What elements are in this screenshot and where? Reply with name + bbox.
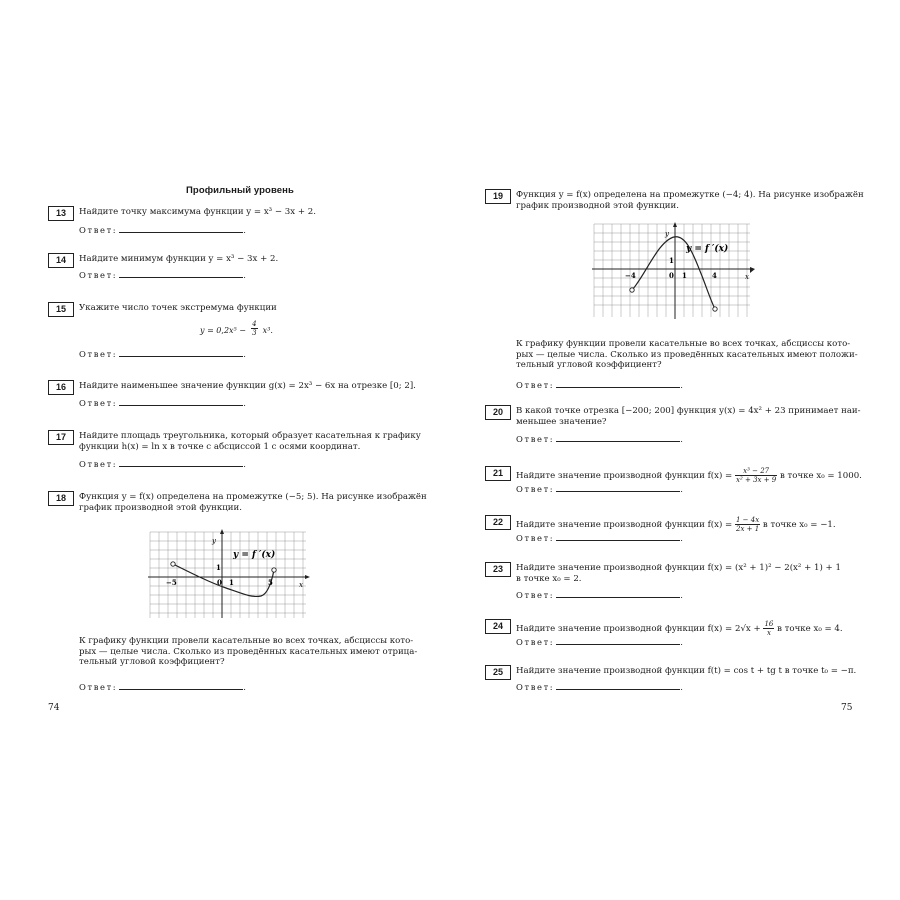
task-number: 16 bbox=[48, 380, 74, 395]
answer-label: Ответ: bbox=[516, 682, 555, 692]
answer-field[interactable] bbox=[556, 433, 680, 442]
answer-row: Ответ: . bbox=[79, 349, 246, 359]
tick-label-y-one: 1 bbox=[669, 256, 674, 265]
answer-field[interactable] bbox=[119, 458, 243, 467]
page-number: 75 bbox=[841, 703, 853, 713]
fraction: $\frac{1 - 4x}{2x + 1}$ bbox=[736, 516, 760, 533]
task-number: 24 bbox=[485, 619, 511, 634]
answer-label: Ответ: bbox=[516, 484, 555, 494]
answer-row: Ответ: . bbox=[79, 270, 246, 280]
task-text: Найдите значение производной функции f(x) = $\frac{\text{x³ − 27}}{\text{x² + 3x + 9}}$ в точке x₀ = 1000. bbox=[516, 467, 862, 484]
y-axis-arrow bbox=[220, 529, 224, 534]
answer-row: Ответ: . bbox=[516, 533, 683, 543]
answer-row: Ответ: . bbox=[516, 590, 683, 600]
answer-field[interactable] bbox=[556, 379, 680, 388]
task-number: 14 bbox=[48, 253, 74, 268]
task-text-after: К графику функции провели касательные во всех точках, абсциссы кото- рых — целые числа. Сколько из проведённых касательных имеют положи- тельный угловой коэффициент? bbox=[516, 339, 858, 370]
answer-label: Ответ: bbox=[79, 459, 118, 469]
task-number: 15 bbox=[48, 302, 74, 317]
answer-label: Ответ: bbox=[516, 590, 555, 600]
fraction: $\frac{\text{x³ − 27}}{\text{x² + 3x + 9}}$ bbox=[736, 467, 777, 484]
answer-field[interactable] bbox=[119, 224, 243, 233]
derivative-graph-19 bbox=[590, 221, 758, 321]
y-axis-label: y bbox=[212, 537, 216, 545]
answer-label: Ответ: bbox=[516, 637, 555, 647]
answer-field[interactable] bbox=[119, 348, 243, 357]
task-number: 25 bbox=[485, 665, 511, 680]
task-number: 19 bbox=[485, 189, 511, 204]
answer-row: Ответ: . bbox=[516, 637, 683, 647]
tick-label-one: 1 bbox=[682, 271, 687, 280]
answer-label: Ответ: bbox=[79, 225, 118, 235]
task-number: 17 bbox=[48, 430, 74, 445]
tick-label-zero: 0 bbox=[669, 271, 674, 280]
open-endpoint-left bbox=[171, 562, 175, 566]
right-page bbox=[450, 0, 900, 900]
task-text: Укажите число точек экстремума функции bbox=[79, 303, 277, 313]
answer-field[interactable] bbox=[119, 269, 243, 278]
answer-row: Ответ: . bbox=[79, 682, 246, 692]
derivative-curve bbox=[173, 564, 274, 596]
answer-row: Ответ: . bbox=[79, 459, 246, 469]
answer-label: Ответ: bbox=[79, 270, 118, 280]
x-axis-label: x bbox=[745, 273, 749, 281]
answer-row: Ответ: . bbox=[79, 225, 246, 235]
tick-label-y-one: 1 bbox=[216, 563, 221, 572]
answer-label: Ответ: bbox=[79, 349, 118, 359]
answer-label: Ответ: bbox=[516, 533, 555, 543]
tick-label-pos: 4 bbox=[712, 271, 717, 280]
task-text: Найдите значение производной функции f(x) = $\frac{1 - 4x}{2x + 1}$ в точке x₀ = −1. bbox=[516, 516, 836, 533]
task-text: В какой точке отрезка [−200; 200] функция y(x) = 4x² + 23 принимает наи- меньшее значение? bbox=[516, 406, 861, 427]
page-number: 74 bbox=[48, 703, 60, 713]
task-text: Найдите значение производной функции f(x) = (x² + 1)² − 2(x² + 1) + 1 в точке x₀ = 2. bbox=[516, 563, 841, 584]
answer-field[interactable] bbox=[556, 483, 680, 492]
answer-field[interactable] bbox=[119, 681, 243, 690]
answer-label: Ответ: bbox=[516, 434, 555, 444]
task-text: Функция y = f(x) определена на промежутке (−5; 5). На рисунке изображён график производной этой функции. bbox=[79, 492, 427, 513]
task-number: 22 bbox=[485, 515, 511, 530]
tick-label-one: 1 bbox=[229, 578, 234, 587]
formula: y = 0,2x⁵ − $\frac{4}{3}$ x³. bbox=[200, 320, 273, 337]
tick-label-neg: −5 bbox=[166, 578, 177, 587]
answer-row: Ответ: . bbox=[516, 434, 683, 444]
answer-row: Ответ: . bbox=[79, 398, 246, 408]
task-text: Найдите площадь треугольника, который образует касательная к графику функции h(x) = ln x в точке с абсциссой 1 с осями координат. bbox=[79, 431, 421, 452]
task-number: 21 bbox=[485, 466, 511, 481]
task-text: Найдите минимум функции y = x³ − 3x + 2. bbox=[79, 254, 279, 264]
task-text: Найдите значение производной функции f(t) = cos t + tg t в точке t₀ = −π. bbox=[516, 666, 857, 676]
task-text-after: К графику функции провели касательные во всех точках, абсциссы кото- рых — целые числа. Сколько из проведённых касательных имеют отрица- тельный угловой коэффициент? bbox=[79, 636, 418, 667]
task-text: Найдите наименьшее значение функции g(x) = 2x³ − 6x на отрезке [0; 2]. bbox=[79, 381, 416, 391]
open-endpoint-right bbox=[713, 307, 717, 311]
answer-row: Ответ: . bbox=[516, 682, 683, 692]
tick-label-neg: −4 bbox=[625, 271, 636, 280]
answer-field[interactable] bbox=[119, 397, 243, 406]
y-axis-arrow bbox=[673, 222, 677, 227]
task-text: Найдите точку максимума функции y = x³ − 3x + 2. bbox=[79, 207, 316, 217]
task-number: 20 bbox=[485, 405, 511, 420]
y-axis-label: y bbox=[665, 230, 669, 238]
answer-field[interactable] bbox=[556, 681, 680, 690]
task-number: 23 bbox=[485, 562, 511, 577]
tick-label-zero: 0 bbox=[217, 578, 222, 587]
answer-field[interactable] bbox=[556, 636, 680, 645]
open-endpoint-right bbox=[272, 568, 276, 572]
answer-label: Ответ: bbox=[79, 398, 118, 408]
fraction: $\frac{16}{x}$ bbox=[764, 620, 774, 637]
fraction: $\frac{4}{3}$ bbox=[252, 320, 257, 337]
x-axis-arrow bbox=[750, 267, 755, 273]
tick-label-pos: 5 bbox=[268, 578, 273, 587]
derivative-graph-18 bbox=[146, 528, 311, 622]
task-text: Найдите значение производной функции f(x) = 2√x + $\frac{16}{x}$ в точке x₀ = 4. bbox=[516, 620, 843, 637]
function-label: y = f ′(x) bbox=[686, 244, 729, 254]
function-label: y = f ′(x) bbox=[233, 550, 276, 560]
answer-row: Ответ: . bbox=[516, 380, 683, 390]
task-text: Функция y = f(x) определена на промежутке (−4; 4). На рисунке изображён график производной этой функции. bbox=[516, 190, 864, 211]
open-endpoint-left bbox=[630, 288, 634, 292]
section-title: Профильный уровень bbox=[186, 185, 294, 196]
task-number: 18 bbox=[48, 491, 74, 506]
answer-field[interactable] bbox=[556, 532, 680, 541]
grid bbox=[150, 532, 306, 618]
answer-row: Ответ: . bbox=[516, 484, 683, 494]
answer-field[interactable] bbox=[556, 589, 680, 598]
x-axis-label: x bbox=[299, 581, 303, 589]
answer-label: Ответ: bbox=[516, 380, 555, 390]
answer-label: Ответ: bbox=[79, 682, 118, 692]
task-number: 13 bbox=[48, 206, 74, 221]
x-axis-arrow bbox=[305, 575, 310, 579]
